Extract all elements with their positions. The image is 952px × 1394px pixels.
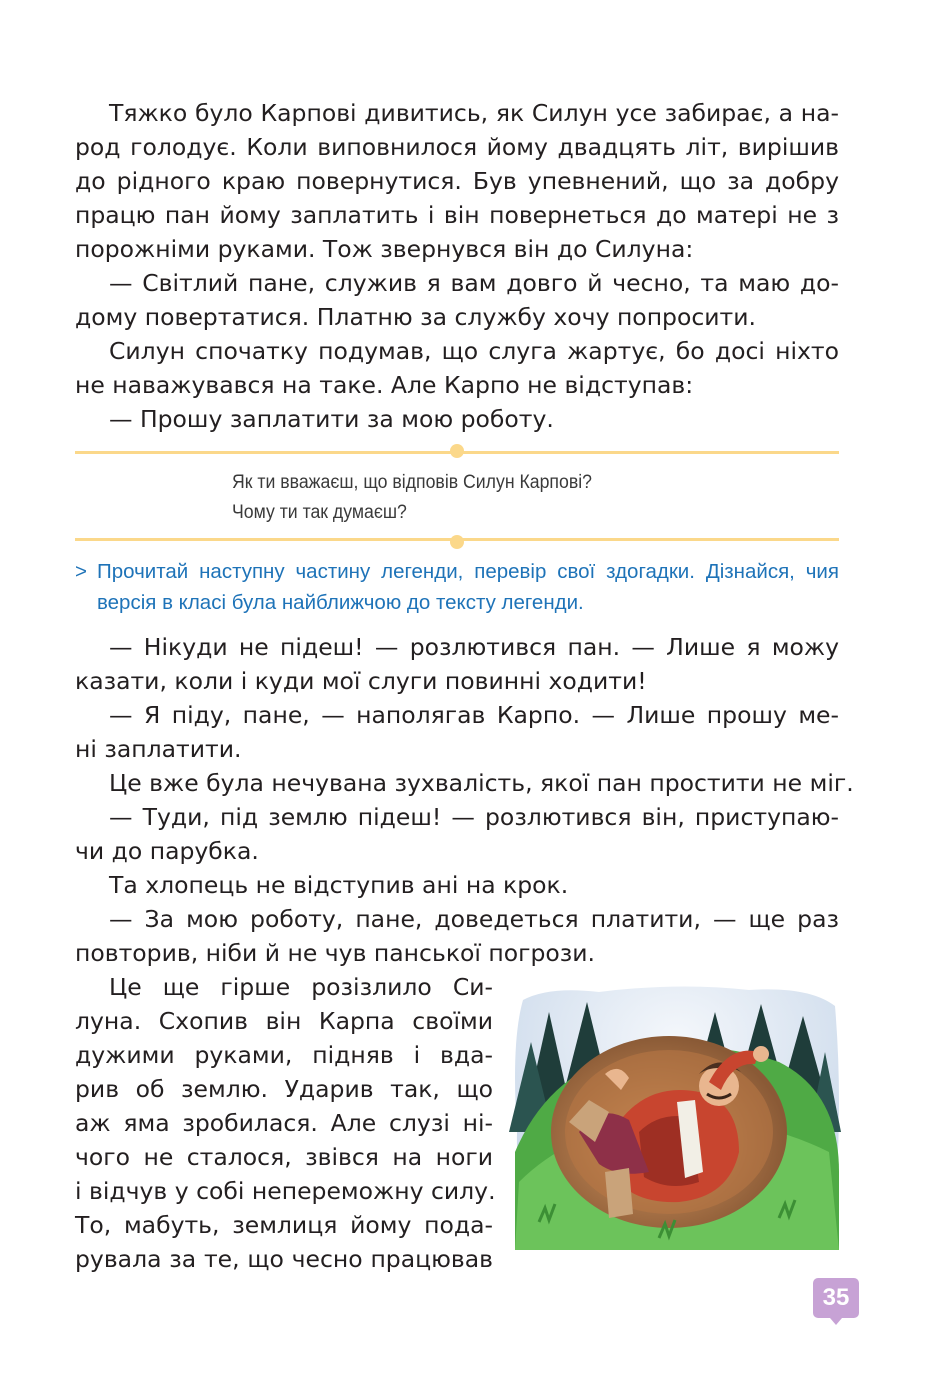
- text-line: дому повертатися. Платню за службу хочу попросити.: [75, 303, 756, 331]
- paragraph-1: [75, 96, 839, 266]
- text-line: То, мабуть, землиця йому пода-: [75, 1211, 493, 1239]
- page-number-badge: 35: [813, 1278, 859, 1318]
- divider-dot-top: [450, 444, 464, 458]
- text-line: до рідного краю повернутися. Був упевнений, що за добру: [75, 167, 839, 195]
- task-line: Прочитай наступну частину легенди, перевір свої здогадки. Дізнайся, чия: [97, 560, 839, 583]
- text-line: не наважувався на таке. Але Карпо не відступав:: [75, 371, 694, 399]
- question-box: [232, 468, 716, 528]
- text-line: Тяжко було Карпові дивитись, як Силун усе забирає, а на-: [109, 99, 839, 127]
- paragraph-10: [75, 902, 839, 970]
- paragraph-3: [75, 334, 839, 402]
- divider-dot-bottom: [450, 535, 464, 549]
- text-line: чого не сталося, звівся на ноги: [75, 1143, 493, 1171]
- legend-illustration: [509, 982, 841, 1250]
- reading-task: [75, 556, 839, 618]
- text-line: порожніми руками. Тож звернувся він до Силуна:: [75, 235, 694, 263]
- text-line: чи до парубка.: [75, 837, 259, 865]
- text-line: повторив, ніби й не чув панської погрози.: [75, 939, 596, 967]
- paragraph-11: [75, 970, 496, 1276]
- question-line: Як ти вважаєш, що відповів Силун Карпові?: [232, 472, 592, 493]
- paragraph-4: [75, 402, 839, 436]
- text-line: Силун спочатку подумав, що слуга жартує, бо досі ніхто: [109, 337, 839, 365]
- paragraph-6: [75, 698, 839, 766]
- task-line: версія в класі була найближчою до тексту легенди.: [97, 591, 584, 614]
- text-line: — Я піду, пане, — наполягав Карпо. — Лише прошу ме-: [109, 701, 839, 729]
- text-line: дужими руками, підняв і вда-: [75, 1041, 493, 1069]
- text-line: род голодує. Коли виповнилося йому двадцять літ, вирішив: [75, 133, 839, 161]
- text-line: працю пан йому заплатить і він повернеться до матері не з: [75, 201, 839, 229]
- paragraph-8: [75, 800, 839, 868]
- paragraph-5: [75, 630, 839, 698]
- text-line: Це вже була нечувана зухвалість, якої пан простити не міг.: [109, 769, 854, 797]
- text-line: луна. Схопив він Карпа своїми: [75, 1007, 493, 1035]
- illustration-graphic: [509, 982, 841, 1250]
- text-line: — Прошу заплатити за мою роботу.: [109, 405, 554, 433]
- paragraph-2: [75, 266, 839, 334]
- text-line: ні заплатити.: [75, 735, 242, 763]
- text-line: Та хлопець не відступив ані на крок.: [109, 871, 569, 899]
- text-line: аж яма зробилася. Але слузі ні-: [75, 1109, 493, 1137]
- text-line: — За мою роботу, пане, доведеться платити, — ще раз: [109, 905, 839, 933]
- text-line: — Туди, під землю підеш! — розлютився він, приступаю-: [109, 803, 839, 831]
- text-line: — Світлий пане, служив я вам довго й чесно, та маю до-: [109, 269, 839, 297]
- question-line: Чому ти так думаєш?: [232, 502, 407, 523]
- text-line: — Нікуди не підеш! — розлютився пан. — Лише я можу: [109, 633, 839, 661]
- paragraph-7: [75, 766, 854, 800]
- arrow-marker-icon: >: [75, 560, 87, 583]
- text-line: казати, коли і куди мої слуги повинні ходити!: [75, 667, 647, 695]
- text-line: Це ще гірше розізлило Си-: [109, 973, 493, 1001]
- paragraph-9: [75, 868, 839, 902]
- text-line: рив об землю. Ударив так, що: [75, 1075, 493, 1103]
- text-line: і відчув у собі непереможну силу.: [75, 1177, 496, 1205]
- text-line: рувала за те, що чесно працював: [75, 1245, 493, 1273]
